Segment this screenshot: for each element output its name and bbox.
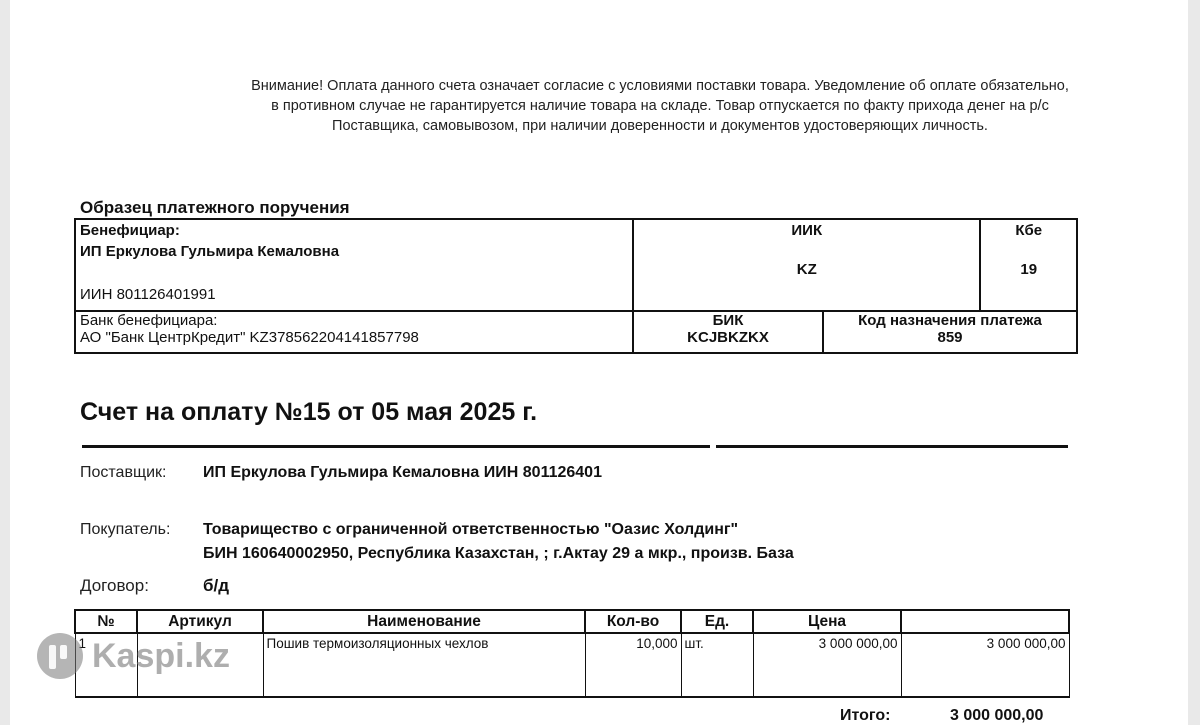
- kbe-label: Кбе: [1015, 222, 1043, 239]
- col-header-unit: Ед.: [681, 610, 753, 633]
- title-rule-left: [82, 445, 710, 448]
- col-header-qty: Кол-во: [585, 610, 681, 633]
- col-header-name: Наименование: [263, 610, 585, 633]
- contract-value: б/д: [203, 576, 230, 595]
- col-header-price: Цена: [753, 610, 901, 633]
- beneficiary-name: ИП Еркулова Гульмира Кемаловна: [80, 243, 340, 260]
- kbe-cell: [980, 219, 1077, 311]
- kbe-value: 19: [1020, 261, 1038, 278]
- knp-value: 859: [937, 329, 963, 346]
- row-sum: 3 000 000,00: [901, 633, 1069, 697]
- kaspi-watermark: [36, 632, 230, 680]
- title-rule-right: [716, 445, 1068, 448]
- iik-cell: [633, 219, 980, 311]
- beneficiary-iin: ИИН 801126401991: [80, 286, 216, 303]
- invoice-page: [10, 0, 1188, 725]
- items-header-row: [75, 610, 1069, 633]
- supplier-label: Поставщик:: [80, 464, 167, 481]
- row-qty: 10,000: [585, 633, 681, 697]
- row-price: 3 000 000,00: [753, 633, 901, 697]
- row-number: 1: [75, 633, 137, 697]
- watermark-text: Kaspi.kz: [92, 636, 230, 675]
- bik-label: БИК: [712, 312, 744, 329]
- bank-label: Банк бенефициара:: [80, 312, 218, 329]
- bik-value: KCJBKZKX: [687, 329, 769, 346]
- iik-value: KZ: [796, 261, 817, 278]
- beneficiary-label: Бенефициар:: [80, 222, 180, 239]
- col-header-sum: [901, 610, 1069, 633]
- supplier-value: ИП Еркулова Гульмира Кемаловна ИИН 801126401: [203, 464, 602, 481]
- iik-label: ИИК: [791, 222, 823, 239]
- row-name: Пошив термоизоляционных чехлов: [263, 633, 585, 697]
- total-label: Итого:: [840, 707, 891, 724]
- knp-label: Код назначения платежа: [858, 312, 1042, 329]
- bank-value: АО "Банк ЦентрКредит" KZ378562204141857798: [80, 329, 419, 346]
- invoice-title: Счет на оплату №15 от 05 мая 2025 г.: [80, 398, 538, 426]
- buyer-label: Покупатель:: [80, 521, 171, 538]
- col-header-article: Артикул: [137, 610, 263, 633]
- knp-cell: [823, 311, 1077, 353]
- contract-label: Договор:: [80, 576, 149, 595]
- beneficiary-cell: [75, 219, 633, 311]
- kaspi-logo-icon: [36, 632, 84, 680]
- col-header-number: №: [75, 610, 137, 633]
- buyer-line2: БИН 160640002950, Республика Казахстан, ; г.Актау 29 а мкр., произв. База: [203, 545, 794, 562]
- bank-cell: [75, 311, 633, 353]
- buyer-line1: Товарищество с ограниченной ответственностью "Оазис Холдинг": [203, 521, 739, 538]
- payment-order-table: [74, 218, 1078, 354]
- payment-order-title: Образец платежного поручения: [80, 198, 350, 217]
- bik-cell: [633, 311, 823, 353]
- total-value: 3 000 000,00: [950, 707, 1044, 724]
- row-unit: шт.: [681, 633, 753, 697]
- payment-notice: Внимание! Оплата данного счета означает согласие с условиями поставки товара. Уведомление об оплате обязательно, в противном случае не гарантируется наличие товара на складе. Товар отпускается по факту прихода денег на р/с Поставщика, самовывозом, при наличии доверенности и документов удостоверяющих личность.: [251, 78, 1069, 134]
